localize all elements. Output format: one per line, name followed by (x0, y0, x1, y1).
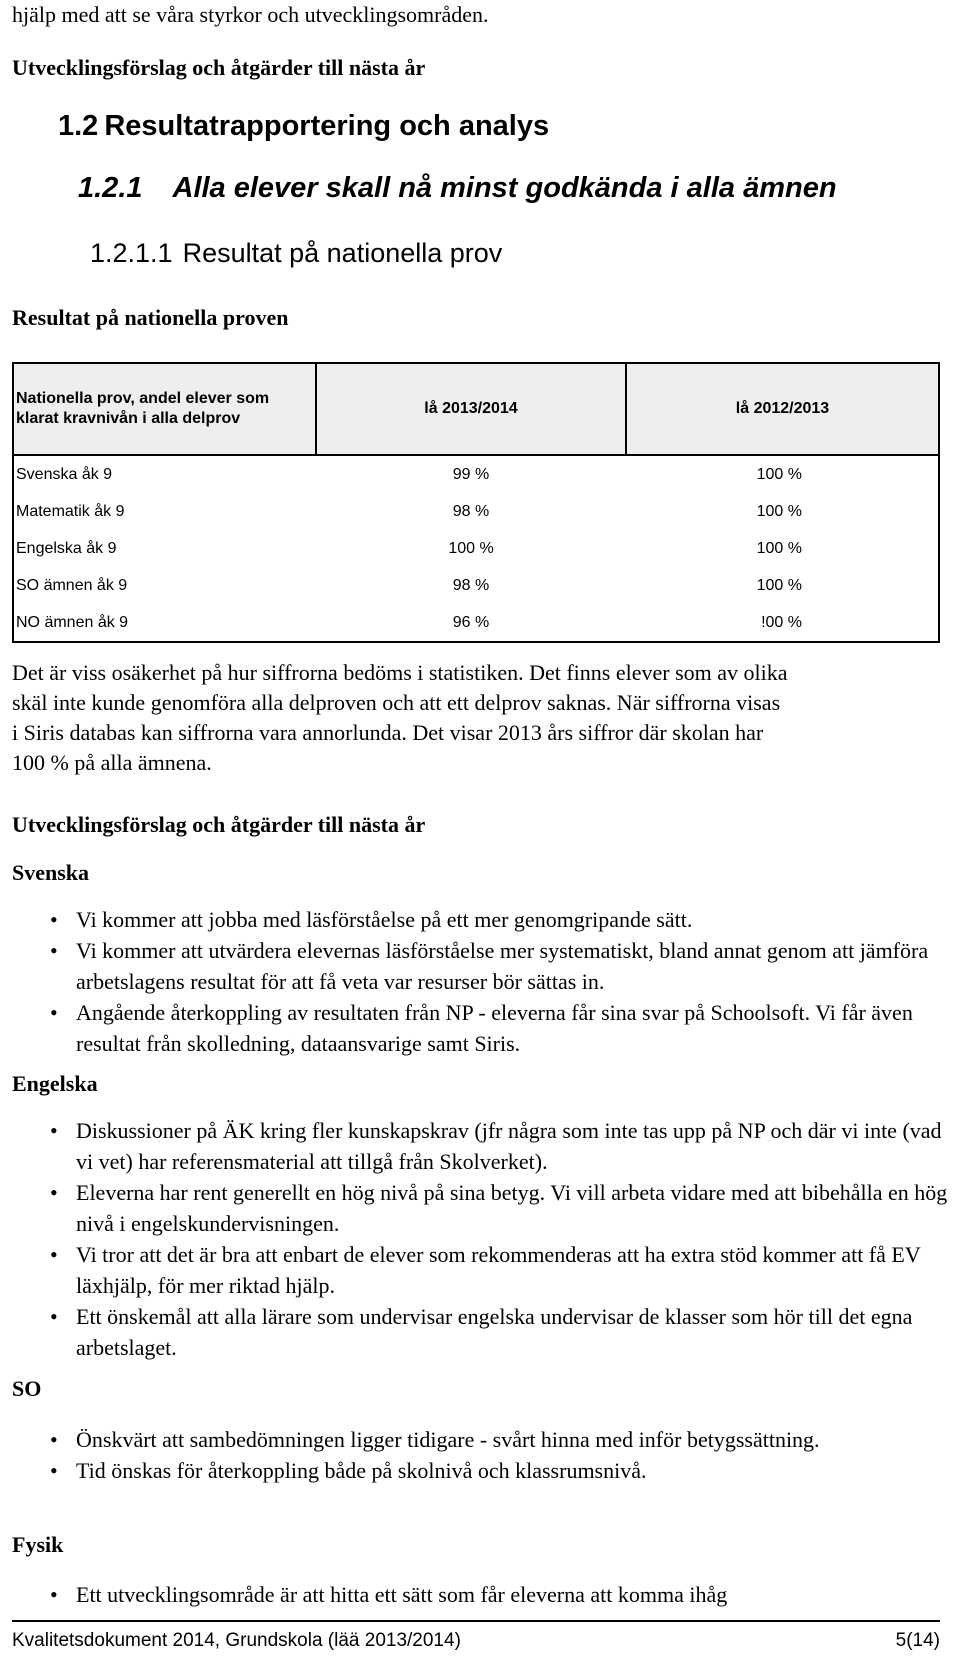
so-list (40, 1424, 956, 1486)
cell-subject: NO ämnen åk 9 (13, 604, 316, 642)
list-item (40, 1579, 956, 1610)
bullet-icon: • (50, 1180, 58, 1205)
section-number: 1.2 (58, 110, 99, 142)
dev-heading: Utvecklingsförslag och åtgärder till nästa år (12, 812, 426, 837)
cell-subject: Matematik åk 9 (13, 493, 316, 530)
section-number: 1.2.1 (78, 172, 143, 204)
bullet-icon: • (50, 907, 58, 932)
cell-2014: 98 % (452, 576, 490, 594)
cell-subject: SO ämnen åk 9 (13, 567, 316, 604)
cell-2013: 100 % (626, 455, 939, 493)
results-heading: Resultat på nationella proven (12, 305, 289, 330)
section-1-2-heading (58, 110, 549, 143)
list-item (40, 935, 956, 997)
list-item (40, 1424, 956, 1455)
top-heading: Utvecklingsförslag och åtgärder till nästa år (12, 55, 426, 80)
cell-2013: !00 % (626, 604, 939, 642)
section-number: 1.2.1.1 (90, 238, 173, 268)
page-footer (12, 1620, 940, 1656)
bullet-icon: • (50, 1582, 58, 1607)
bullet-icon: • (50, 1304, 58, 1329)
cell-2013: 100 % (626, 493, 939, 530)
section-title: Resultatrapportering och analys (104, 110, 550, 142)
cell-2014: 99 % (452, 465, 490, 483)
list-item-text: Eleverna har rent generellt en hög nivå på sina betyg. Vi vill arbeta vidare med att bibehålla en hög nivå i engelskundervisningen. (76, 1180, 948, 1236)
paragraph-line: i Siris databas kan siffrorna vara annorlunda. Det visar 2013 års siffror där skolan har (12, 720, 764, 745)
table-row (13, 455, 939, 493)
list-item-text: Vi tror att det är bra att enbart de elever som rekommenderas att ha extra stöd kommer att få EV läxhjälp, för mer riktad hjälp. (76, 1242, 921, 1298)
list-item-text: Ett utvecklingsområde är att hitta ett sätt som får eleverna att komma ihåg (76, 1582, 728, 1607)
list-item (40, 997, 956, 1059)
list-item-text: Önskvärt att sambedömningen ligger tidigare - svårt hinna med inför betygssättning. (76, 1427, 820, 1452)
list-item (40, 1455, 956, 1486)
so-heading: SO (12, 1376, 42, 1401)
cell-2014: 98 % (452, 502, 490, 520)
cell-2013: 100 % (626, 567, 939, 604)
bullet-icon: • (50, 1458, 58, 1483)
list-item (40, 904, 956, 935)
section-title: Resultat på nationella prov (182, 238, 503, 268)
section-1-2-1-heading (78, 172, 837, 205)
bullet-icon: • (50, 1427, 58, 1452)
fysik-heading: Fysik (12, 1532, 64, 1557)
cell-subject: Engelska åk 9 (13, 530, 316, 567)
table-row (13, 567, 939, 604)
cell-2014: 100 % (448, 539, 494, 557)
footer-page-number: 5(14) (895, 1630, 940, 1651)
fysik-list (40, 1579, 956, 1610)
svenska-list (40, 904, 956, 1059)
bullet-icon: • (50, 938, 58, 963)
list-item-text: Diskussioner på ÄK kring fler kunskapskrav (jfr några som inte tas upp på NP och där vi inte (vad vi vet) har referensmaterial att tillgå från Skolverket). (76, 1118, 942, 1174)
bullet-icon: • (50, 1242, 58, 1267)
list-item-text: Vi kommer att utvärdera elevernas läsförståelse mer systematiskt, bland annat genom att jämföra arbetslagens resultat för att få veta var resurser bör sättas in. (76, 938, 929, 994)
paragraph-line: Det är viss osäkerhet på hur siffrorna bedöms i statistiken. Det finns elever som av olika (12, 660, 788, 685)
cell-subject: Svenska åk 9 (13, 455, 316, 493)
table-row (13, 604, 939, 642)
cell-2014: 96 % (316, 604, 626, 642)
cell-2013: 100 % (626, 530, 939, 567)
paragraph-line: 100 % på alla ämnena. (12, 750, 212, 775)
list-item-text: Tid önskas för återkoppling både på skolnivå och klassrumsnivå. (76, 1458, 647, 1483)
bullet-icon: • (50, 1118, 58, 1143)
intro-text: hjälp med att se våra styrkor och utvecklingsområden. (12, 2, 489, 27)
paragraph-line: skäl inte kunde genomföra alla delproven och att ett delprov saknas. När siffrorna visas (12, 690, 781, 715)
footer-document-title: Kvalitetsdokument 2014, Grundskola (lää 2013/2014) (12, 1630, 461, 1651)
bullet-icon: • (50, 1000, 58, 1025)
list-item-text: Vi kommer att jobba med läsförståelse på ett mer genomgripande sätt. (76, 907, 693, 932)
header-year-2014: lå 2013/2014 (316, 363, 626, 455)
list-item (40, 1177, 956, 1239)
table-row (13, 493, 939, 530)
engelska-list (40, 1115, 956, 1363)
section-1-2-1-1-heading (90, 238, 502, 269)
list-item (40, 1239, 956, 1301)
engelska-heading: Engelska (12, 1071, 98, 1096)
table-header-row (13, 363, 939, 455)
list-item-text: Angående återkoppling av resultaten från NP - eleverna får sina svar på Schoolsoft. Vi får även resultat från skolledning, dataansvarige samt Siris. (76, 1000, 913, 1056)
list-item (40, 1115, 956, 1177)
header-subject: Nationella prov, andel elever som klarat kravnivån i alla delprov (13, 363, 316, 455)
results-table (12, 362, 940, 643)
section-title: Alla elever skall nå minst godkända i alla ämnen (172, 172, 837, 204)
header-year-2013: lå 2012/2013 (626, 363, 939, 455)
list-item (40, 1301, 956, 1363)
list-item-text: Ett önskemål att alla lärare som undervisar engelska undervisar de klasser som hör till det egna arbetslaget. (76, 1304, 913, 1360)
svenska-heading: Svenska (12, 860, 90, 885)
table-row (13, 530, 939, 567)
